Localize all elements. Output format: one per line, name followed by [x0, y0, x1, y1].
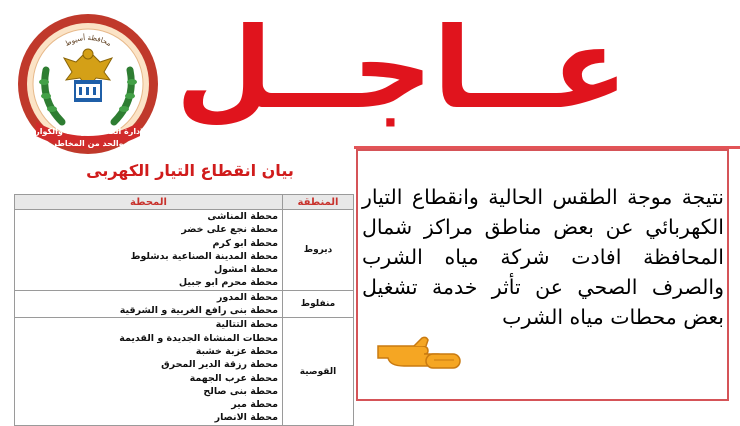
- svg-text:الادارة العامة للأزمات والكوار: الادارة العامة للأزمات والكوارث: [27, 127, 149, 136]
- station-cell: محطة ابو كرم: [15, 237, 283, 250]
- station-cell: محطة الانصار: [15, 411, 283, 425]
- station-cell: محطة امشول: [15, 263, 283, 276]
- station-cell: محطة محرم ابو جبيل: [15, 276, 283, 290]
- table-title: بيان انقطاع التيار الكهربى: [86, 161, 294, 180]
- pointing-hand-icon: [374, 332, 464, 376]
- station-cell: محطة بنى صالح: [15, 385, 283, 398]
- column-header-station: المحطة: [15, 195, 283, 210]
- notice-text: نتيجة موجة الطقس الحالية وانقطاع التيار الكهربائي عن بعض مناطق مراكز شمال المحافظة افادت شركة مياه الشرب والصرف الصحي عن تأثر خدمة تشغيل بعض محطات مياه الشرب: [362, 185, 724, 329]
- station-cell: محطات المنشاة الجديدة و القديمة: [15, 332, 283, 345]
- station-cell: محطة المناشى: [15, 210, 283, 224]
- station-cell: محطة المدينة الصناعية بدشلوط: [15, 250, 283, 263]
- table-row: [15, 318, 354, 332]
- table-row: [15, 210, 354, 224]
- station-cell: محطة عزبة خشبة: [15, 345, 283, 358]
- urgent-headline: عــاجــل: [175, 4, 628, 134]
- station-cell: محطة نجع على خضر: [15, 223, 283, 236]
- table-header-row: [15, 195, 354, 210]
- svg-text:محافظة أسيوط: محافظة أسيوط: [63, 33, 113, 49]
- table-row: [15, 290, 354, 304]
- station-cell: محطة بنى رافع الغربية و الشرقية: [15, 304, 283, 318]
- station-cell: محطة المدور: [15, 290, 283, 304]
- station-cell: محطة رزقة الدير المحرق: [15, 358, 283, 371]
- svg-text:والحد من المخاطر: والحد من المخاطر: [52, 139, 124, 148]
- station-cell: محطة عرب الجهمة: [15, 372, 283, 385]
- station-cell: محطة مير: [15, 398, 283, 411]
- station-cell: محطة التتالية: [15, 318, 283, 332]
- region-cell: منفلوط: [283, 290, 354, 318]
- column-header-region: المنطقة: [283, 195, 354, 210]
- stations-table: [14, 194, 354, 426]
- region-cell: القوصية: [283, 318, 354, 425]
- governorate-logo: [14, 10, 162, 160]
- stations-table-body: [15, 210, 354, 426]
- region-cell: ديروط: [283, 210, 354, 291]
